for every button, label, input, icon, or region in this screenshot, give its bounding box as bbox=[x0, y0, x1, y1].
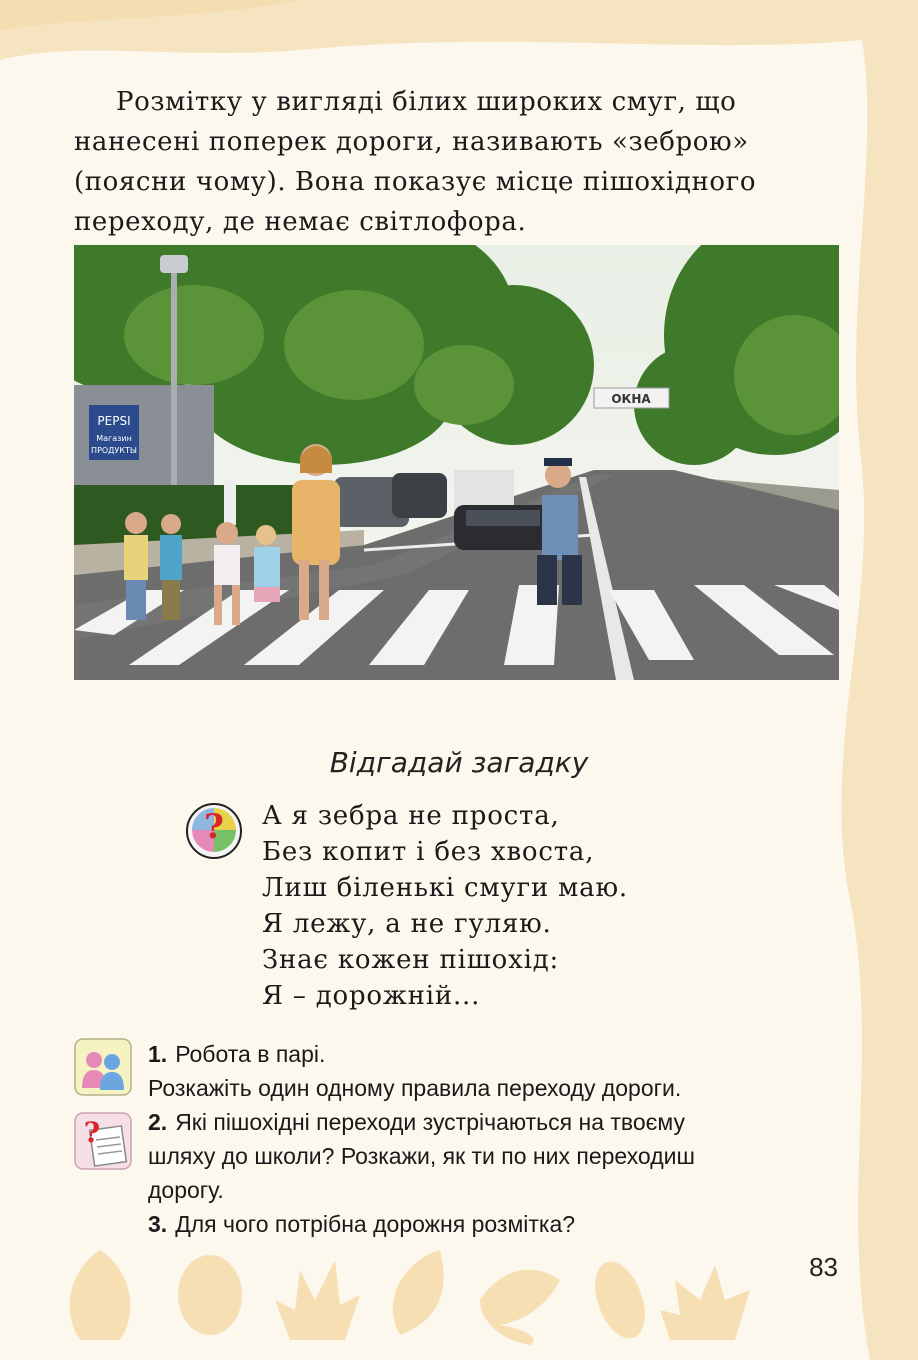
crosswalk-photo bbox=[74, 245, 839, 680]
poem-line: А я зебра не проста, bbox=[262, 801, 560, 831]
svg-text:?: ? bbox=[83, 1116, 101, 1149]
billboard-line-1: Магазин bbox=[96, 434, 132, 443]
leaf-icon bbox=[586, 1255, 655, 1345]
task-text: дорогу. bbox=[148, 1177, 224, 1203]
paragraph-line: нанесені поперек дороги, називають «зеброю» bbox=[74, 127, 749, 157]
leaf-icon bbox=[178, 1255, 242, 1335]
pair-work-icon bbox=[74, 1038, 132, 1096]
paragraph-line: переходу, де немає світлофора. bbox=[74, 207, 527, 237]
decorative-leaves bbox=[60, 1240, 780, 1350]
poem-line: Лиш біленькі смуги маю. bbox=[262, 873, 628, 903]
poem-line: Я – дорожній... bbox=[262, 981, 481, 1011]
task-1-title bbox=[148, 1037, 848, 1071]
svg-text:?: ? bbox=[204, 807, 224, 847]
maple-leaf-icon bbox=[275, 1260, 360, 1340]
page-number: 83 bbox=[809, 1252, 838, 1282]
task-text: шляху до школи? Розкажи, як ти по них переходиш bbox=[148, 1143, 695, 1169]
poem-line: Без копит і без хвоста, bbox=[262, 837, 595, 867]
chestnut-leaf-icon bbox=[480, 1270, 560, 1345]
task-number: 3. bbox=[148, 1211, 168, 1237]
maple-leaf-icon bbox=[660, 1265, 750, 1340]
leaf-icon bbox=[70, 1250, 131, 1340]
task-text: Які пішохідні переходи зустрічаються на твоєму bbox=[175, 1109, 685, 1135]
task-number: 1. bbox=[148, 1041, 168, 1067]
banner-text: ОКНА bbox=[611, 392, 651, 406]
paragraph-line: (поясни чому). Вона показує місце пішохідного bbox=[74, 167, 757, 197]
task-text: Робота в парі. bbox=[175, 1041, 326, 1067]
billboard-brand: PEPSI bbox=[97, 414, 131, 428]
riddle-title: Відгадай загадку bbox=[329, 746, 589, 779]
task-text: Розкажіть один одному правила переходу дороги. bbox=[148, 1075, 682, 1101]
task-3-title bbox=[148, 1207, 848, 1241]
task-2-title bbox=[148, 1105, 848, 1139]
poem-line: Я лежу, а не гуляю. bbox=[262, 909, 552, 939]
task-number: 2. bbox=[148, 1109, 168, 1135]
paragraph-line: Розмітку у вигляді білих широких смуг, що bbox=[116, 87, 737, 117]
task-text: Для чого потрібна дорожня розмітка? bbox=[175, 1211, 576, 1237]
question-puzzle-icon bbox=[186, 800, 242, 860]
poem-line: Знає кожен пішохід: bbox=[262, 945, 560, 975]
leaf-icon bbox=[393, 1250, 444, 1335]
billboard-line-2: ПРОДУКТЫ bbox=[91, 446, 137, 455]
riddle-poem bbox=[262, 798, 628, 1014]
intro-paragraph bbox=[74, 82, 839, 242]
question-notebook-icon bbox=[74, 1112, 132, 1170]
tasks-list bbox=[148, 1037, 848, 1241]
